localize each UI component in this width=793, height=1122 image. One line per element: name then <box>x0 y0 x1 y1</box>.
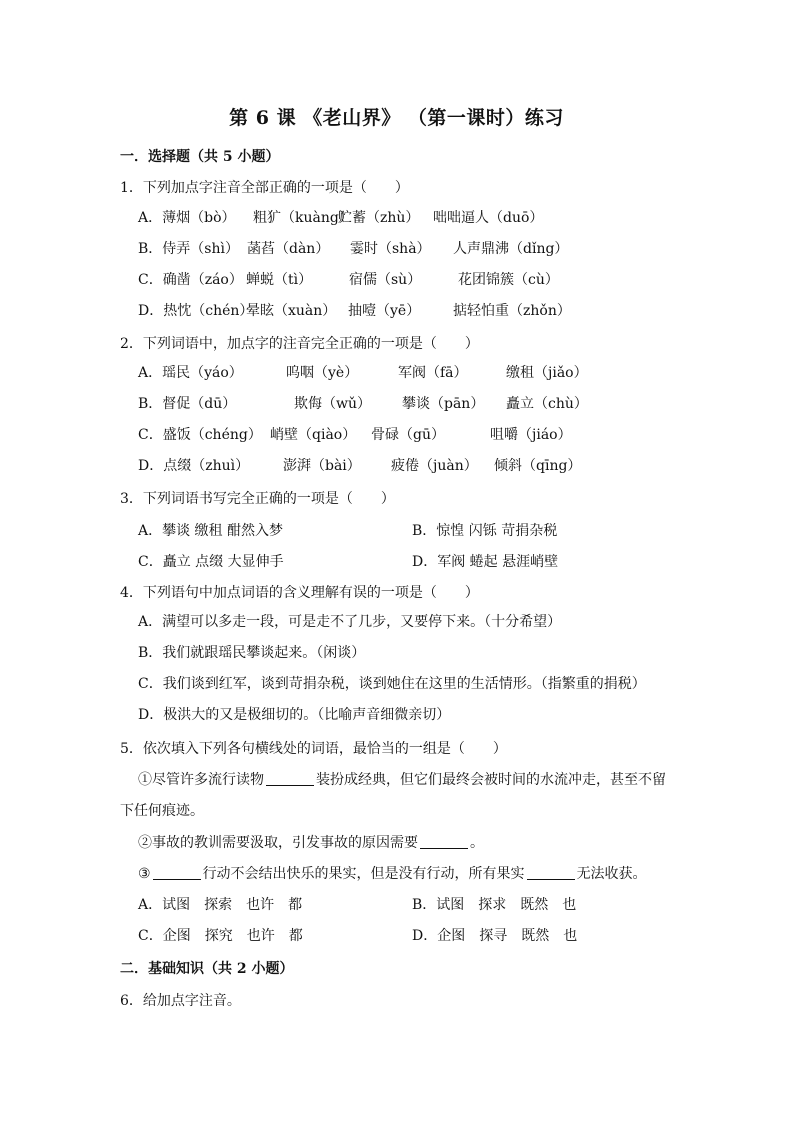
q5-sentence-1: ①尽管许多流行读物 装扮成经典，但它们最终会被时间的水流冲走，甚至不留 <box>138 772 666 788</box>
fill-blank-3[interactable] <box>153 878 201 880</box>
q5-sentence-1-cont: 下任何痕迹。 <box>120 803 204 819</box>
page-title: 第 6 课 《老山界》 （第一课时）练习 <box>229 107 564 129</box>
q5-option-a[interactable]: A．试图 探索 也许 都 <box>138 897 303 913</box>
fill-blank-2[interactable] <box>420 847 468 849</box>
q4-option-d[interactable]: D．极洪大的又是极细切的。（比喻声音细微亲切） <box>138 707 451 723</box>
q3-option-c[interactable]: C．矗立 点缀 大显伸手 <box>138 554 284 570</box>
q5-option-d[interactable]: D．企图 探寻 既然 也 <box>412 928 578 944</box>
q5-sentence-3: ③ 行动不会结出快乐的果实，但是没有行动，所有果实 无法收获。 <box>138 866 647 882</box>
question-3-stem: 3．下列词语书写完全正确的一项是（ ） <box>120 491 395 507</box>
question-2-stem: 2．下列词语中，加点字的注音完全正确的一项是（ ） <box>120 336 479 352</box>
q5-sentence-2: ②事故的教训需要汲取，引发事故的原因需要 。 <box>138 835 484 851</box>
q4-option-c[interactable]: C．我们谈到红军，谈到苛捐杂税，谈到她住在这里的生活情形。（指繁重的捐税） <box>138 676 646 692</box>
question-6-stem: 6．给加点字注音。 <box>120 993 241 1009</box>
fill-blank-1[interactable] <box>266 784 314 786</box>
question-5-stem: 5．依次填入下列各句横线处的词语，最恰当的一组是（ ） <box>120 741 507 757</box>
q1-option-a[interactable]: A．薄烟（bò） 粗犷（kuàng） 贮蓄（zhù） 咄咄逼人（duō） <box>138 210 544 226</box>
fill-blank-4[interactable] <box>527 878 575 880</box>
q3-option-d[interactable]: D．军阀 蜷起 悬涯峭壁 <box>412 554 559 570</box>
q3-option-a[interactable]: A．攀谈 缴租 酣然入梦 <box>138 523 284 539</box>
question-1-stem: 1．下列加点字注音全部正确的一项是（ ） <box>120 180 409 196</box>
q1-option-d[interactable]: D．热忱（chén） 晕眩（xuàn） 抽噎（yē） 掂轻怕重（zhǒn） <box>138 303 571 319</box>
q4-option-b[interactable]: B．我们就跟瑶民攀谈起来。（闲谈） <box>138 645 366 661</box>
section-choice-heading: 一．选择题（共 5 小题） <box>120 149 280 165</box>
q2-option-c[interactable]: C．盛饭（chéng） 峭壁（qiào） 骨碌（gū） 咀嚼（jiáo） <box>138 427 572 443</box>
q5-option-c[interactable]: C．企图 探究 也许 都 <box>138 928 303 944</box>
q1-option-c[interactable]: C．确凿（záo） 蝉蜕（tì） 宿儒（sù） 花团锦簇（cù） <box>138 272 559 288</box>
q2-option-a[interactable]: A．瑶民（yáo） 呜咽（yè） 军阀（fā） 缴租（jiǎo） <box>138 365 588 381</box>
q2-option-d[interactable]: D．点缀（zhuì） 澎湃（bài） 疲倦（juàn） 倾斜（qīng） <box>138 458 582 474</box>
section-basic-heading: 二．基础知识（共 2 小题） <box>120 961 294 977</box>
q3-option-b[interactable]: B．惊惶 闪铄 苛捐杂税 <box>412 523 558 539</box>
q2-option-b[interactable]: B．督促（dū） 欺侮（wǔ） 攀谈（pān） 矗立（chù） <box>138 396 588 412</box>
q5-option-b[interactable]: B．试图 探求 既然 也 <box>412 897 577 913</box>
q1-option-b[interactable]: B．侍弄（shì） 菡萏（dàn） 霎时（shà） 人声鼎沸（dǐng） <box>138 241 569 257</box>
q4-option-a[interactable]: A．满望可以多走一段，可是走不了几步，又要停下来。（十分希望） <box>138 614 562 630</box>
question-4-stem: 4．下列语句中加点词语的含义理解有误的一项是（ ） <box>120 585 479 601</box>
